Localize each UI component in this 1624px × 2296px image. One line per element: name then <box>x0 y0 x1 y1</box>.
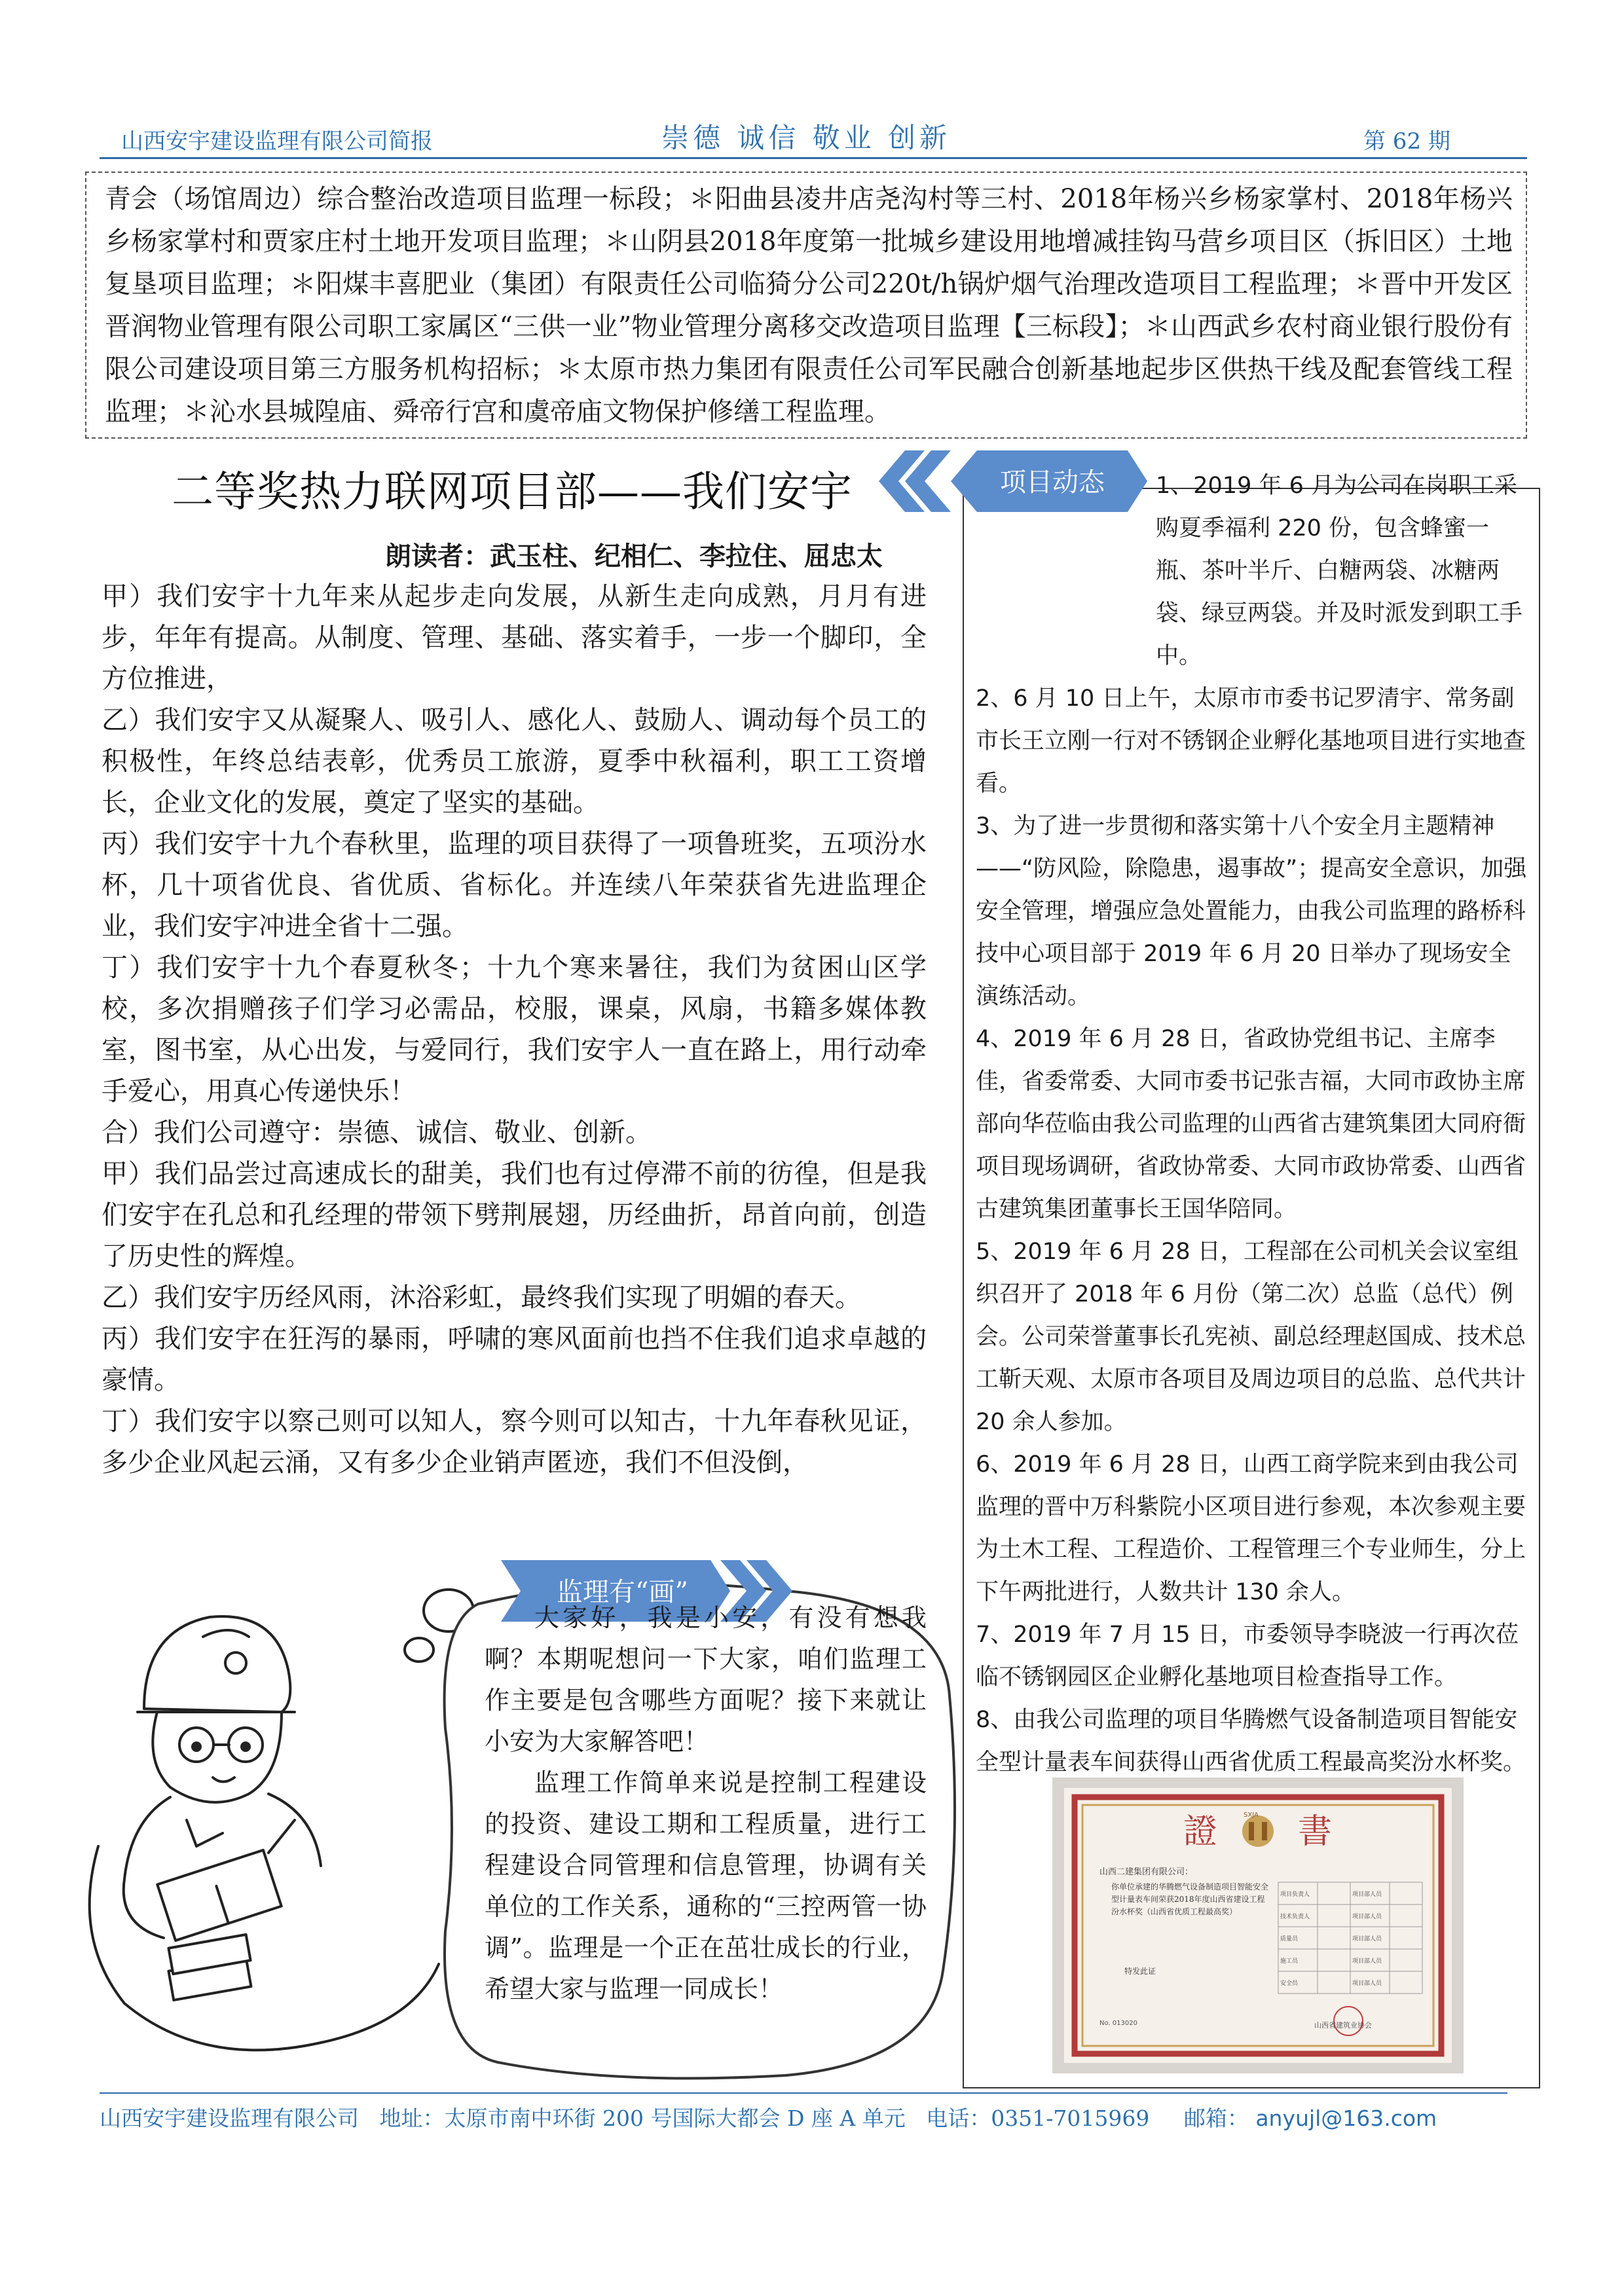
footer-phone: 电话：0351-7015969 <box>926 2105 1150 2131</box>
footer-address: 地址：太原市南中环街 200 号国际大都会 D 座 A 单元 <box>379 2105 906 2131</box>
certificate-table-text: 技术负责人 <box>1280 1914 1310 1920</box>
news-item: 2、6 月 10 日上午，太原市市委书记罗清宇、常务副市长王立刚一行对不锈钢企业孵化基地项目进行实地查看。 <box>976 685 1526 797</box>
project-news-list <box>976 465 1527 1784</box>
footer-company: 山西安宇建设监理有限公司 <box>100 2105 359 2131</box>
news-item: 7、2019 年 7 月 15 日，市委领导李晓波一行再次莅临不锈钢园区企业孵化基地项目检查指导工作。 <box>976 1622 1519 1690</box>
award-certificate <box>1052 1777 1464 2073</box>
certificate-table-text: 项目部人员 <box>1352 1936 1382 1942</box>
certificate-table-text: 安全员 <box>1280 1980 1299 1987</box>
footer-rule <box>100 2092 1507 2094</box>
news-item: 3、为了进一步贯彻和落实第十八个安全月主题精神——“防风险，除隐患，遏事故”；提高安全意识，加强安全管理，增强应急处置能力，由我公司监理的路桥科技中心项目部于 2019 年 6 月 20 日举办了现场安全演练活动。 <box>976 813 1527 1010</box>
certificate-heading: 證 <box>1183 1812 1218 1851</box>
certificate-table-text: 项目负责人 <box>1280 1891 1310 1898</box>
article-reciters: 朗读者：武玉柱、纪相仁、李拉住、屈忠太 <box>385 541 883 572</box>
certificate-table-text: 项目部人员 <box>1352 1958 1382 1965</box>
news-item: 1、2019 年 6 月为公司在岗职工采购夏季福利 220 份，包含蜂蜜一瓶、茶叶半斤、白糖两袋、冰糖两袋、绿豆两袋。并及时派发到职工手中。 <box>1156 473 1523 669</box>
certificate-table-text: 项目部人员 <box>1352 1891 1382 1898</box>
speech-bubble-text <box>485 1597 927 2010</box>
certificate-heading: 書 <box>1298 1812 1333 1851</box>
news-item: 6、2019 年 6 月 28 日，山西工商学院来到由我公司监理的晋中万科紫院小区项目进行参观，本次参观主要为土木工程、工程造价、工程管理三个专业师生，分上下午两批进行，人数共计 130 余人。 <box>976 1451 1526 1605</box>
article-paragraph: 丙）我们安宇在狂泻的暴雨，呼啸的寒风面前也挡不住我们追求卓越的豪情。 <box>101 1324 927 1395</box>
article-paragraph: 丁）我们安宇以察己则可以知人，察今则可以知古，十九年春秋见证，多少企业风起云涌，又有多少企业销声匿迹，我们不但没倒， <box>101 1406 927 1478</box>
certificate-table-text: 质量员 <box>1280 1936 1299 1942</box>
article-paragraph: 丙）我们安宇十九个春秋里，监理的项目获得了一项鲁班奖，五项汾水杯，几十项省优良、省优质、省标化。并连续八年荣获省先进监理企业，我们安宇冲进全省十二强。 <box>101 829 927 941</box>
drawing-tab-label: 监理有“画” <box>557 1577 688 1607</box>
issue-number: 第 62 期 <box>1363 128 1450 155</box>
certificate-company: 山西二建集团有限公司： <box>1099 1867 1194 1877</box>
article-paragraph: 丁）我们安宇十九个春夏秋冬；十九个寒来暑往，我们为贫困山区学校，多次捐赠孩子们学习必需品，校服，课桌，风扇，书籍多媒体教室，图书室，从心出发，与爱同行，我们安宇人一直在路上，用行动牵手爱心，用真心传递快乐！ <box>101 953 927 1106</box>
news-item: 4、2019 年 6 月 28 日，省政协党组书记、主席李佳，省委常委、大同市委书记张吉福，大同市政协主席部向华莅临由我公司监理的山西省古建筑集团大同府衙项目现场调研，省政协常委、大同市政协常委、山西省古建筑集团董事长王国华陪同。 <box>976 1026 1526 1222</box>
article-paragraph: 乙）我们安宇又从凝聚人、吸引人、感化人、鼓励人、调动每个员工的积极性，年终总结表彰，优秀员工旅游，夏季中秋福利，职工工资增长，企业文化的发展，奠定了坚实的基础。 <box>101 705 927 818</box>
certificate-table-text: 项目部人员 <box>1352 1914 1382 1920</box>
news-item: 8、由我公司监理的项目华腾燃气设备制造项目智能安全型计量表车间获得山西省优质工程最高奖汾水杯奖。 <box>976 1707 1526 1776</box>
footer-email[interactable]: anyujl@163.com <box>1255 2105 1437 2131</box>
certificate-issuer: 山西省建筑业协会 <box>1314 2021 1372 2030</box>
certificate-table-text: 施工员 <box>1280 1958 1299 1965</box>
project-list-text: 青会（场馆周边）综合整治改造项目监理一标段；＊阳曲县凌井店尧沟村等三村、2018年杨兴乡杨家掌村、2018年杨兴乡杨家掌村和贾家庄村土地开发项目监理；＊山阴县2018年度第一批城乡建设用地增减挂钩马营乡项目区（拆旧区）土地复垦项目监理；＊阳煤丰喜肥业（集团）有限责任公司临猗分公司220t/h锅炉烟气治理改造项目工程监理；＊晋中开发区晋润物业管理有限公司职工家属区“三供一业”物业管理分离移交改造项目监理【三标段】；＊山西武乡农村商业银行股份有限公司建设项目第三方服务机构招标；＊太原市热力集团有限责任公司军民融合创新基地起步区供热干线及配套管线工程监理；＊沁水县城隍庙、舜帝行宫和虞帝庙文物保护修缮工程监理。 <box>105 184 1513 427</box>
article-paragraph: 合）我们公司遵守：崇德、诚信、敬业、创新。 <box>101 1118 652 1148</box>
article-title: 二等奖热力联网项目部——我们安宇 <box>172 468 853 517</box>
article-body <box>101 576 927 1484</box>
certificate-body: 你单位承建的华腾燃气设备制造项目智能安全型计量表车间荣获2018年度山西省建设工程汾水杯奖（山西省优质工程最高奖） <box>1111 1882 1268 1916</box>
news-item: 5、2019 年 6 月 28 日，工程部在公司机关会议室组织召开了 2018 年 6 月份（第二次）总监（总代）例会。公司荣誉董事长孔宪祯、副总经理赵国成、技术总工靳天观、太原市各项目及周边项目的总监、总代共计 20 余人参加。 <box>976 1239 1526 1435</box>
certificate-closing: 特发此证 <box>1124 1967 1156 1976</box>
header-rule <box>100 157 1527 159</box>
bubble-paragraph: 监理工作简单来说是控制工程建设的投资、建设工期和工程质量，进行工程建设合同管理和信息管理，协调有关单位的工作关系，通称的“三控两管一协调”。监理是一个正在茁壮成长的行业，希望大家与监理一同成长！ <box>485 1768 927 2003</box>
certificate-table-text: 项目部人员 <box>1352 1980 1382 1987</box>
footer-email-label: 邮箱： <box>1183 2105 1249 2131</box>
footer <box>100 2102 1437 2132</box>
company-motto: 崇德 诚信 敬业 创新 <box>661 122 951 154</box>
article-paragraph: 乙）我们安宇历经风雨，沐浴彩虹，最终我们实现了明媚的春天。 <box>101 1283 861 1313</box>
article-paragraph: 甲）我们安宇十九年来从起步走向发展，从新生走向成熟，月月有进步，年年有提高。从制度、管理、基础、落实着手，一步一个脚印，全方位推进， <box>101 581 927 694</box>
newsletter-name: 山西安宇建设监理有限公司简报 <box>121 128 433 155</box>
svg-text:SXJA: SXJA <box>1244 1812 1259 1819</box>
bubble-paragraph: 大家好，我是小安，有没有想我啊？本期呢想问一下大家，咱们监理工作主要是包含哪些方面呢？接下来就让小安为大家解答吧！ <box>485 1603 927 1756</box>
project-news-tab-label: 项目动态 <box>1000 467 1105 498</box>
article-paragraph: 甲）我们品尝过高速成长的甜美，我们也有过停滞不前的彷徨，但是我们安宇在孔总和孔经理的带领下劈荆展翅，历经曲折，昂首向前，创造了历史性的辉煌。 <box>101 1159 927 1271</box>
certificate-number: No. 013020 <box>1099 2020 1137 2027</box>
